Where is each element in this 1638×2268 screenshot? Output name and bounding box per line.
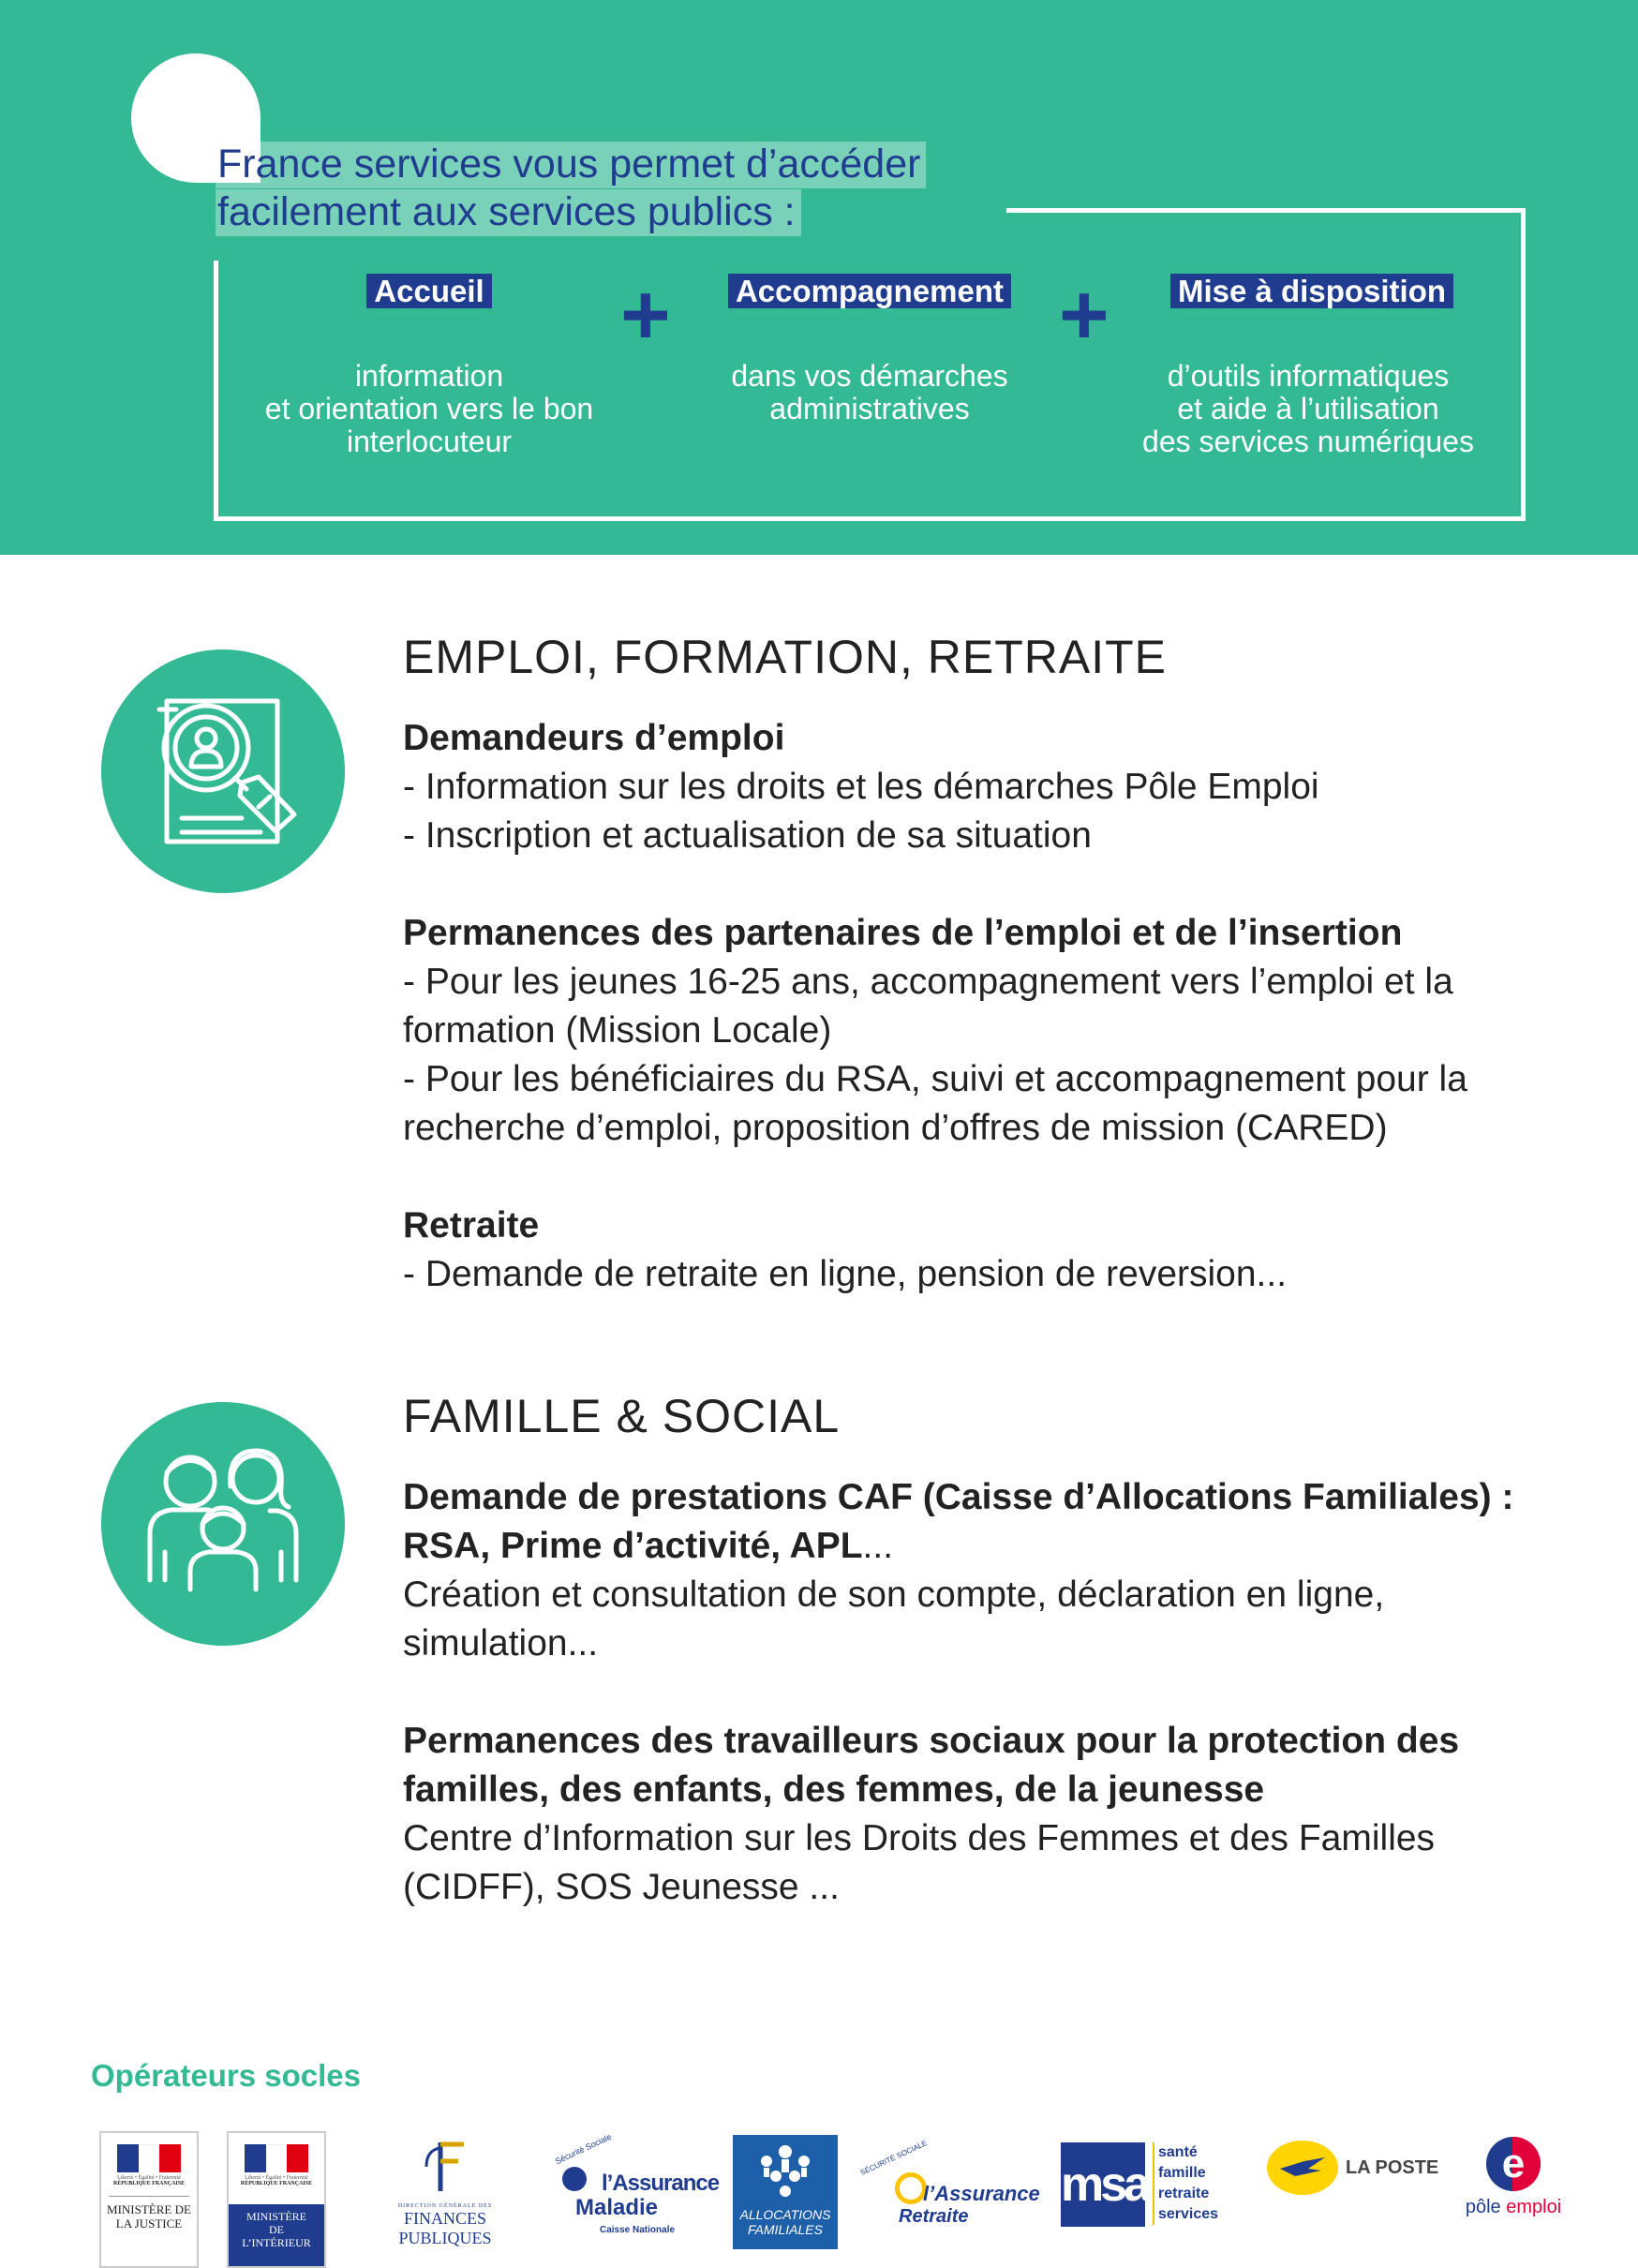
text-line: dans vos démarches xyxy=(731,359,1008,393)
text-line: administratives xyxy=(769,392,970,425)
heading-caf-line2-text: RSA, Prime d’activité, APL xyxy=(403,1526,863,1566)
logo-text: MINISTÈRE DE xyxy=(107,2202,191,2216)
frame-border-right xyxy=(1521,208,1526,521)
logo-text: santé xyxy=(1158,2144,1198,2160)
heading-caf-line2 xyxy=(403,1522,1602,1571)
logo-text: DE xyxy=(269,2223,284,2236)
logo-text: LA POSTE xyxy=(1346,2157,1439,2178)
logo-rf: RÉPUBLIQUE FRANÇAISE xyxy=(112,2181,186,2186)
intro-line-2: facilement aux services publics : xyxy=(216,189,801,236)
logo-la-poste xyxy=(1267,2141,1450,2197)
text-line: - Pour les bénéficiaires du RSA, suivi et accompagnement pour la xyxy=(403,1059,1467,1099)
logo-text: retraite xyxy=(1158,2186,1210,2201)
logo-msa xyxy=(1061,2142,1239,2227)
family-icon xyxy=(101,1402,345,1646)
frame-border-top xyxy=(1006,208,1526,213)
pole-emploi-e: e xyxy=(1501,2141,1526,2186)
column-accompagnement-text xyxy=(682,360,1057,425)
logo-assurance-maladie xyxy=(545,2131,720,2247)
heading-permanences-emploi: Permanences des partenaires de l’emploi et de l’insertion xyxy=(403,913,1403,953)
pill-accueil: Accueil xyxy=(366,274,491,308)
column-accueil xyxy=(242,272,617,311)
text-line: d’outils informatiques xyxy=(1167,359,1450,393)
logo-text: pôle xyxy=(1465,2197,1507,2217)
plus-sign: + xyxy=(620,267,671,363)
logo-motto: Liberté • Égalité • Fraternité xyxy=(117,2175,181,2181)
caf-family-icon xyxy=(748,2142,823,2202)
plus-sign: + xyxy=(1059,267,1109,363)
logo-caf xyxy=(733,2135,838,2249)
marianne-flag-icon xyxy=(117,2144,181,2172)
logo-text: l’Assurance xyxy=(602,2171,720,2196)
heading-caf-ellipsis: ... xyxy=(862,1526,894,1566)
logo-text: LA JUSTICE xyxy=(115,2216,183,2231)
logo-text: l’Assurance xyxy=(923,2182,1040,2205)
text-line: - Demande de retraite en ligne, pension de reversion... xyxy=(403,1254,1288,1294)
logo-finances-publiques xyxy=(356,2139,534,2247)
section-title-famille: FAMILLE & SOCIAL xyxy=(403,1390,841,1442)
heading-demandeurs: Demandeurs d’emploi xyxy=(403,718,785,758)
text-line: - Information sur les droits et les démarches Pôle Emploi xyxy=(403,767,1319,807)
job-search-icon xyxy=(101,649,345,893)
text-line: recherche d’emploi, proposition d’offres de mission (CARED) xyxy=(403,1108,1388,1148)
text-line: information xyxy=(354,359,504,393)
column-mise-a-disposition xyxy=(1124,272,1499,311)
heading-caf-line1: Demande de prestations CAF (Caisse d’Allocations Familiales) : xyxy=(403,1477,1514,1517)
family-icon-svg xyxy=(101,1402,345,1646)
logo-text: famille xyxy=(1158,2165,1206,2181)
logo-arc-text: Sécurité Sociale xyxy=(553,2131,614,2167)
heading-travailleurs-line1: Permanences des travailleurs sociaux pour la protection des xyxy=(403,1721,1460,1761)
logo-band xyxy=(229,2204,324,2266)
logo-motto: Liberté • Égalité • Fraternité xyxy=(245,2175,308,2181)
msa-tagline xyxy=(1153,2142,1218,2225)
pole-emploi-wordmark xyxy=(1457,2197,1570,2218)
logo-ministere-justice xyxy=(99,2131,199,2268)
section-title-emploi: EMPLOI, FORMATION, RETRAITE xyxy=(403,631,1168,683)
frame-border-bottom xyxy=(214,516,1526,521)
job-search-icon-svg xyxy=(101,649,345,893)
text-line: interlocuteur xyxy=(346,425,513,458)
text-line: - Inscription et actualisation de sa situation xyxy=(403,815,1092,856)
cnav-sun-icon xyxy=(895,2172,927,2204)
heading-retraite: Retraite xyxy=(403,1205,540,1246)
column-mise-a-disposition-text xyxy=(1121,360,1496,458)
logo-text: MINISTÈRE xyxy=(246,2210,306,2223)
section-famille-content xyxy=(403,1473,1602,1912)
text-line: Création et consultation de son compte, déclaration en ligne, xyxy=(403,1574,1385,1615)
logo-text: L’INTÉRIEUR xyxy=(242,2236,311,2249)
la-poste-bird-icon xyxy=(1267,2141,1338,2195)
logo-text: emploi xyxy=(1506,2197,1562,2217)
column-accueil-text xyxy=(242,360,617,458)
pill-mise-a-disposition: Mise à disposition xyxy=(1170,274,1453,308)
pole-emploi-e-icon xyxy=(1486,2137,1541,2191)
logo-text: ALLOCATIONS xyxy=(739,2207,831,2222)
msa-letters: msa xyxy=(1061,2142,1145,2227)
logo-pole-emploi xyxy=(1457,2137,1570,2240)
logo-text: services xyxy=(1158,2206,1219,2222)
logo-text: DIRECTION GÉNÉRALE DES xyxy=(397,2203,493,2209)
logo-text: FINANCES PUBLIQUES xyxy=(398,2209,492,2247)
operators-title: Opérateurs socles xyxy=(91,2058,361,2093)
text-line: (CIDFF), SOS Jeunesse ... xyxy=(403,1867,840,1907)
logo-arc-text: SÉCURITÉ SOCIALE xyxy=(858,2139,929,2177)
heading-travailleurs-line2: familles, des enfants, des femmes, de la jeunesse xyxy=(403,1769,1265,1810)
text-line: formation (Mission Locale) xyxy=(403,1010,832,1051)
dgfip-emblem-icon xyxy=(417,2139,473,2195)
frame-border-left xyxy=(214,261,218,521)
text-line: simulation... xyxy=(403,1623,599,1664)
logo-text: FAMILIALES xyxy=(748,2222,823,2237)
logo-assurance-retraite xyxy=(857,2139,1040,2242)
column-accompagnement xyxy=(710,272,1029,311)
text-line: et aide à l’utilisation xyxy=(1177,392,1439,425)
pill-accompagnement: Accompagnement xyxy=(728,274,1011,308)
logo-text: Caisse Nationale xyxy=(600,2225,676,2235)
logo-text: Retraite xyxy=(899,2206,969,2227)
logo-text: Maladie xyxy=(575,2195,659,2220)
cpam-figure-icon xyxy=(562,2167,587,2191)
la-poste-bird-svg xyxy=(1267,2141,1338,2195)
marianne-flag-icon xyxy=(245,2144,308,2172)
text-line: et orientation vers le bon xyxy=(264,392,594,425)
intro-line-1: France services vous permet d’accéder xyxy=(216,142,926,188)
section-emploi-content xyxy=(403,714,1574,1299)
logo-rf: RÉPUBLIQUE FRANÇAISE xyxy=(240,2181,313,2186)
intro-text xyxy=(216,141,926,236)
text-line: Centre d’Information sur les Droits des Femmes et des Familles xyxy=(403,1818,1436,1858)
text-line: - Pour les jeunes 16-25 ans, accompagnement vers l’emploi et la xyxy=(403,962,1453,1002)
text-line: des services numériques xyxy=(1142,425,1474,458)
logo-ministere-interieur xyxy=(227,2131,326,2268)
